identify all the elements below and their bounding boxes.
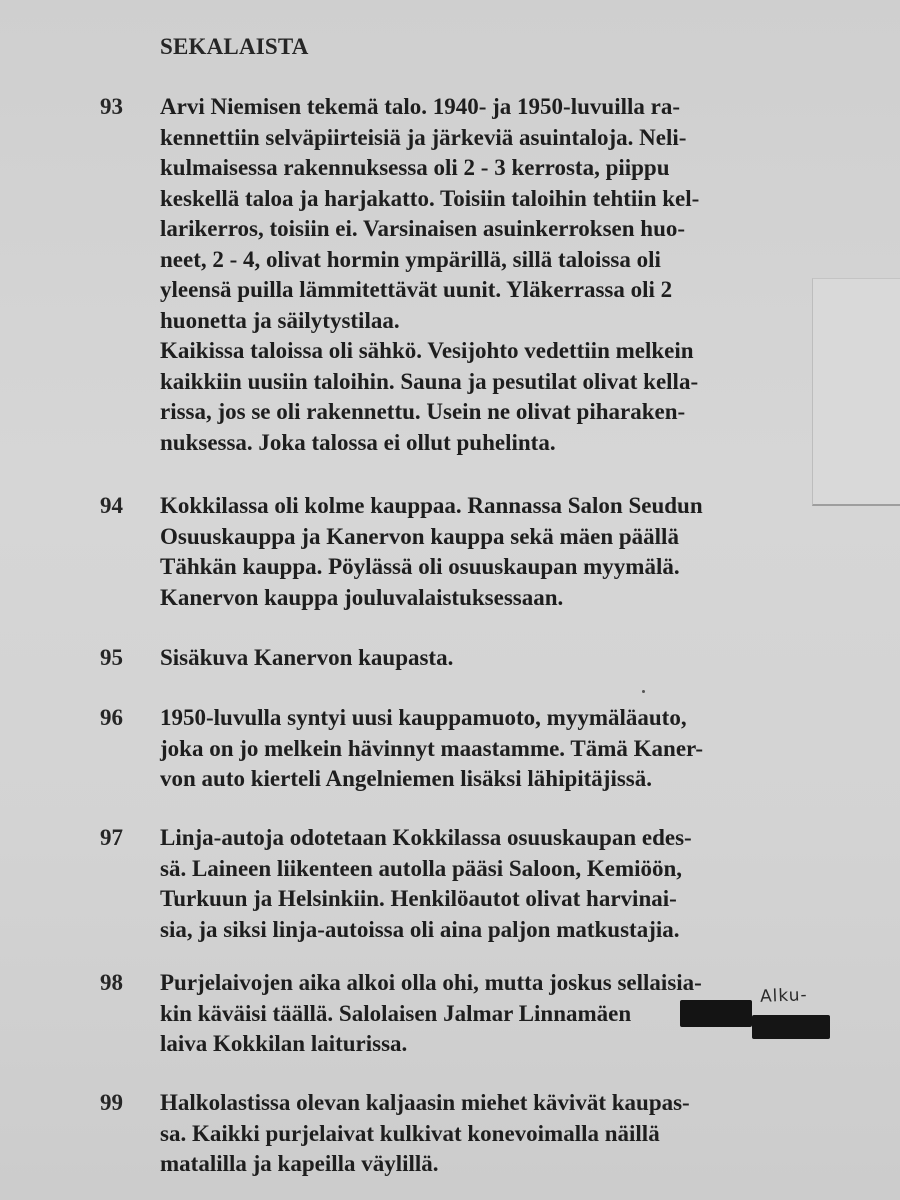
text-line: kulmaisessa rakennuksessa oli 2 - 3 kerrosta, piippu [160,155,670,180]
text-line: kaikkiin uusiin taloihin. Sauna ja pesutilat olivat kella- [160,368,699,394]
text-line: Kaikissa taloissa oli sähkö. Vesijohto vedettiin melkein [160,338,694,363]
text-line: huonetta ja säilytystilaa. [160,307,400,333]
text-line: Arvi Niemisen tekemä talo. 1940- ja 1950-luvuilla ra- [160,94,680,119]
entry-text [160,823,692,945]
dust-speck [642,690,645,693]
redaction-mark [752,1015,830,1039]
text-line: Turkuun ja Helsinkiin. Henkilöautot olivat harvinai- [160,886,677,911]
entry-number: 93 [100,94,123,119]
background-card-edge [812,278,900,506]
text-line: joka on jo melkein hävinnyt maastamme. Tämä Kaner- [160,735,704,761]
text-line: von auto kierteli Angelniemen lisäksi lähipitäjissä. [160,766,652,791]
text-line: larikerros, toisiin ei. Varsinaisen asuinkerroksen huo- [160,216,686,241]
text-line: Linja-autoja odotetaan Kokkilassa osuuskaupan edes- [160,825,692,850]
entry-number: 96 [100,705,123,730]
text-line: matalilla ja kapeilla väylillä. [160,1151,439,1176]
entry-text [160,1088,690,1180]
entry-text [160,703,703,795]
text-line: 1950-luvulla syntyi uusi kauppamuoto, myymäläauto, [160,705,687,730]
text-line: Halkolastissa olevan kaljaasin miehet kävivät kaupas- [160,1090,690,1115]
entry-text [160,643,453,674]
entry-number: 98 [100,970,123,995]
entry-number: 95 [100,645,123,670]
entry-number: 99 [100,1090,123,1115]
text-line: sa. Kaikki purjelaivat kulkivat konevoimalla näillä [160,1120,660,1146]
text-line: yleensä puilla lämmitettävät uunit. Yläkerrassa oli 2 [160,277,673,302]
entry-number: 94 [100,493,123,518]
text-line: Sisäkuva Kanervon kaupasta. [160,645,454,670]
entry-number: 97 [100,825,123,850]
redaction-mark [680,1000,752,1027]
text-line: Kokkilassa oli kolme kauppaa. Rannassa Salon Seudun [160,493,703,518]
handwritten-note: Alku- [759,985,808,1007]
text-line: Osuuskauppa ja Kanervon kauppa sekä mäen päällä [160,523,679,549]
text-line: kin käväisi täällä. Salolaisen Jalmar Linnamäen [160,1000,632,1026]
entry-text [160,92,699,458]
text-line: laiva Kokkilan laiturissa. [160,1031,408,1056]
text-line: kennettiin selväpiirteisiä ja järkeviä asuintaloja. Neli- [160,124,687,150]
text-line: Purjelaivojen aika alkoi olla ohi, mutta joskus sellaisia- [160,970,702,995]
text-line: nuksessa. Joka talossa ei ollut puhelinta. [160,429,556,455]
text-line: neet, 2 - 4, olivat hormin ympärillä, sillä taloissa oli [160,246,661,272]
text-line: keskellä taloa ja harjakatto. Toisiin taloihin tehtiin kel- [160,185,700,211]
section-heading: SEKALAISTA [160,34,309,59]
entry-text [160,491,703,613]
text-line: sä. Laineen liikenteen autolla pääsi Saloon, Kemiöön, [160,855,683,881]
text-line: sia, ja siksi linja-autoissa oli aina paljon matkustajia. [160,916,680,942]
text-line: Kanervon kauppa jouluvalaistuksessaan. [160,584,564,610]
entry-text [160,968,702,1060]
text-line: Tähkän kauppa. Pöylässä oli osuuskaupan myymälä. [160,554,680,579]
text-line: rissa, jos se oli rakennettu. Usein ne olivat piharaken- [160,399,686,424]
